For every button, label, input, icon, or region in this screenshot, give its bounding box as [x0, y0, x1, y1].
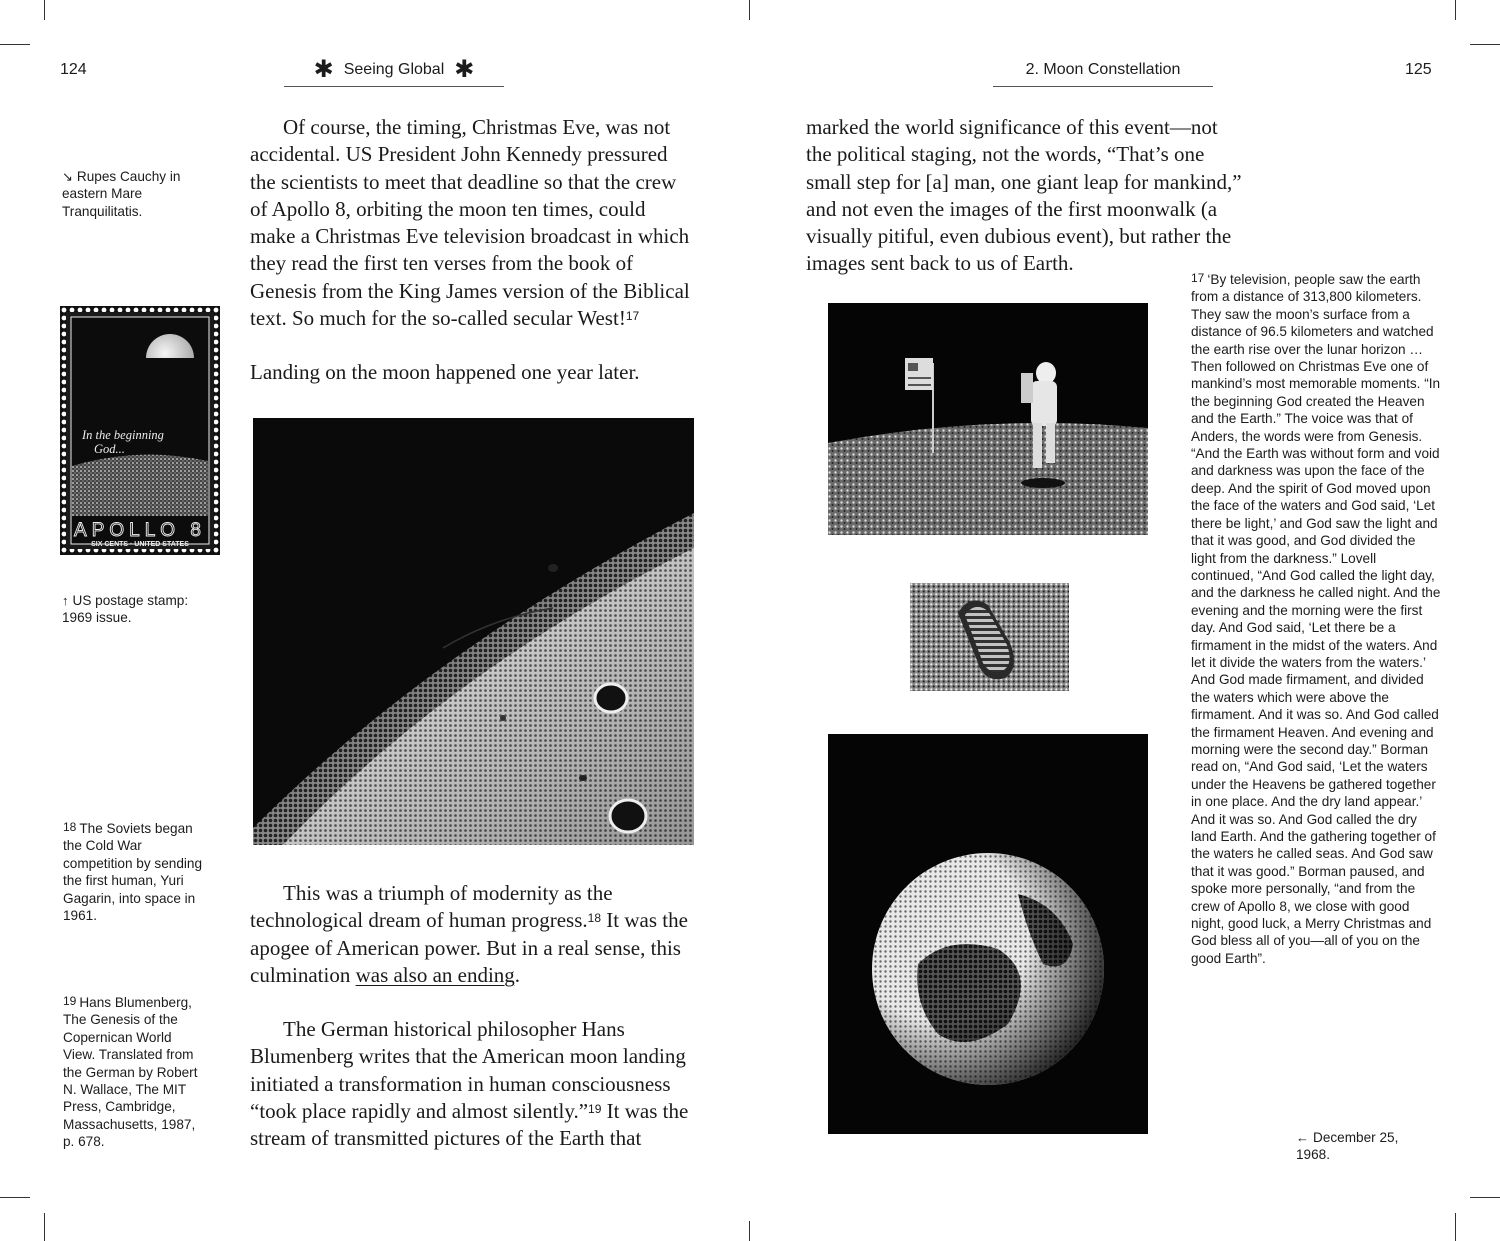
crop-mark [1470, 1197, 1500, 1198]
running-head-text: 2. Moon Constellation [1025, 61, 1181, 78]
stamp-bottom-text: SIX CENTS · UNITED STATES [91, 541, 189, 548]
paragraph: The German historical philosopher Hans Blumenberg writes that the American moon landing initiated a transformation in human consciousness “took place rapidly and almost silently.”$^{19}$ It was the stream of transmitted pictures of the Earth that [250, 1017, 689, 1151]
footnote-text: ‘By television, people saw the earth from a distance of 313,800 kilometers. They saw the moon’s surface from a distance of 96.5 kilometers and watched the earth rise over the lunar horizon … Then followed on Christmas Eve one of mankind’s most memorable moments. “In the beginning God created the Heaven and the Earth.” The voice was that of Anders, the words were from Genesis. “And the Earth was without form and void and darkness was upon the face of the deep. And the spirit of God moved upon the face of the waters and God said, ‘Let there be light,’ and God saw the light and that it was good, and God divided the light from the darkness.” Lovell continued, “And God called the light day, and the darkness he called night. And the evening and the morning were the first day. And God said, ‘Let there be a firmament in the midst of the waters. And let it divide the waters from the waters.’ And God made firmament, and divided the waters which were above the firmament. And it was so. And God called the firmament Heaven. And evening and morning were the second day.” Borman read on, “And God said, ‘Let the waters under the Heavens be gathered together in one place. And the dry land appear.’ And it was so. And God called the dry land Earth. And the gathering together of the waters he called seas. And God saw that it was good.” Borman paused, and spoke more personally, “and from the crew of Apollo 8, we close with good night, good luck, a Merry Christmas and God bless all of you—all of you on the good Earth”. [1191, 272, 1441, 966]
page-number-left: 124 [60, 61, 87, 78]
margin-caption-rupes-cauchy: ↘ Rupes Cauchy in eastern Mare Tranquilitatis. [62, 169, 181, 219]
body-column-left-top [250, 114, 695, 387]
footnote-number: 19 [63, 994, 77, 1008]
stamp-title: APOLLO 8 [74, 520, 206, 541]
footnote-18 [63, 819, 205, 924]
earth-from-space-photo [828, 734, 1148, 1134]
apollo-8-stamp-image [60, 306, 220, 555]
astronaut-flag-photo [828, 303, 1148, 535]
bootprint-photo [910, 583, 1069, 691]
crop-mark [44, 0, 45, 20]
stamp-script-line-1: In the beginning [82, 428, 164, 442]
footnote-text: The Soviets began the Cold War competition by sending the first human, Yuri Gagarin, into space in 1961. [63, 821, 203, 924]
footnote-ref: 17 [625, 309, 640, 324]
crop-mark [0, 44, 30, 45]
footnote-ref: 18 [587, 911, 601, 926]
running-head-text: Seeing Global [343, 61, 445, 78]
crop-mark [1470, 44, 1500, 45]
body-column-right [806, 114, 1246, 278]
arrow-down-right-icon: ↘ [62, 169, 73, 184]
footnote-text: Hans Blumenberg, The Genesis of the Copernican World View. Translated from the German by Robert N. Wallace, The MIT Press, Cambridge, Massachusetts, 1987, p. 678. [63, 995, 198, 1150]
underlined-phrase: was also an ending [355, 962, 515, 987]
arrow-up-icon: ↑ [62, 593, 69, 608]
running-head-left [284, 56, 504, 87]
caption-earth-date: ← December 25, 1968. [1296, 1130, 1399, 1163]
page-number-right: 125 [1405, 61, 1432, 78]
lunar-surface-photo [253, 418, 694, 845]
crop-mark [1455, 1213, 1456, 1241]
body-column-left-bottom [250, 880, 695, 1153]
paragraph: marked the world significance of this event—not the political staging, not the words, “That’s one small step for [a] man, one giant leap for mankind,” and not even the images of the first moonwalk (a visually pitiful, even dubious event), but rather the images sent back to us of Earth. [806, 115, 1242, 276]
paragraph: Landing on the moon happened one year later. [250, 360, 640, 385]
crop-mark [749, 1221, 750, 1241]
asterisk-ornament-icon: ✱ [313, 56, 334, 83]
paragraph: This was a triumph of modernity as the technological dream of human progress.$^{18}$ It was the apogee of American power. But in a real sense, this culmination was also an ending. [250, 881, 688, 987]
footnote-ref: 19 [588, 1102, 602, 1117]
asterisk-ornament-icon: ✱ [454, 56, 475, 83]
stamp-script-line-2: God... [94, 442, 125, 456]
footnote-19 [63, 993, 205, 1151]
arrow-left-icon: ← [1296, 1130, 1309, 1145]
crop-mark [749, 0, 750, 20]
footnote-number: 18 [63, 820, 77, 834]
footnote-17 [1191, 270, 1441, 967]
crop-mark [44, 1213, 45, 1241]
margin-caption-stamp: ↑ US postage stamp: 1969 issue. [62, 593, 189, 626]
crop-mark [1455, 0, 1456, 20]
paragraph: Of course, the timing, Christmas Eve, was not accidental. US President John Kennedy pressured the scientists to meet that deadline so that the crew of Apollo 8, orbiting the moon ten times, could make a Christmas Eve television broadcast in which they read the first ten verses from the book of Genesis from the King James version of the Biblical text. So much for the so-called secular West!$^{17}$ [250, 115, 690, 331]
crop-mark [0, 1197, 30, 1198]
footnote-number: 17 [1191, 271, 1205, 285]
running-head-right [993, 61, 1213, 87]
